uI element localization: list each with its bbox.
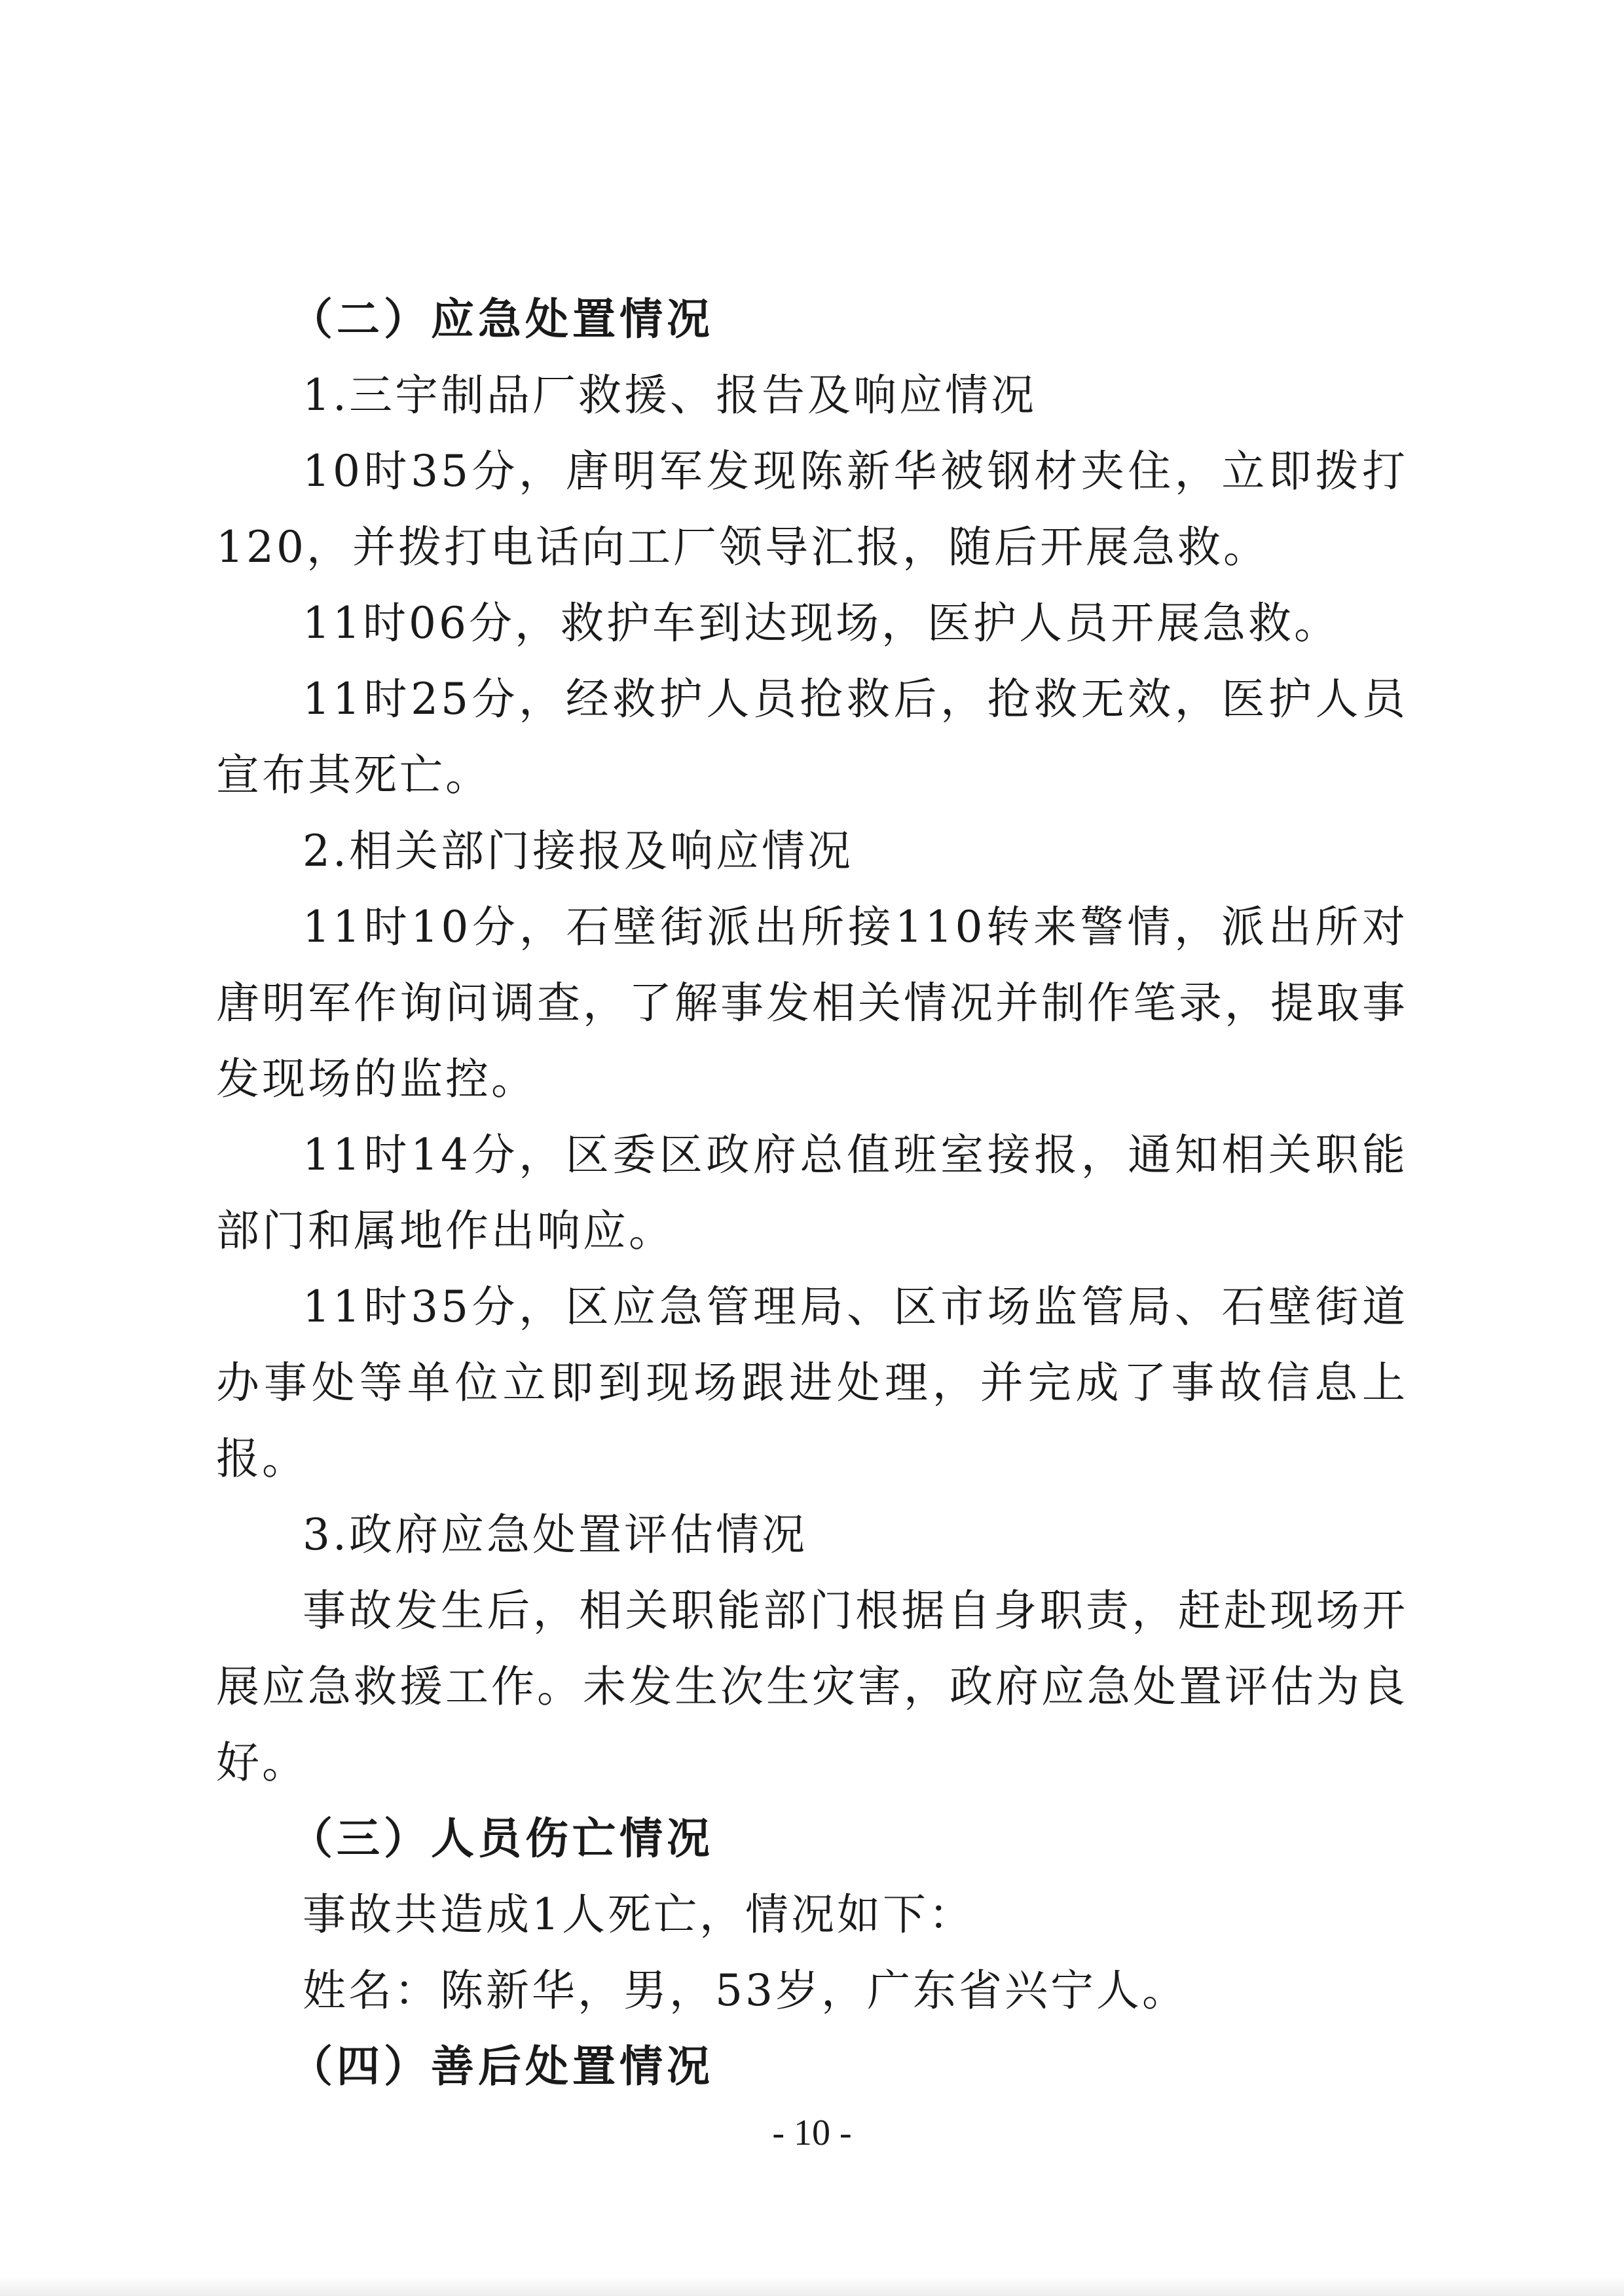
paragraph-1135-agencies: 11时35分，区应急管理局、区市场监管局、石壁街道办事处等单位立即到现场跟进处理，并完成了事故信息上报。: [216, 1282, 1408, 1484]
paragraph-1125-death: 11时25分，经救护人员抢救后，抢救无效，医护人员宣布其死亡。: [216, 674, 1408, 800]
paragraph-assessment: 事故发生后，相关职能部门根据自身职责，赶赴现场开展应急救援工作。未发生次生灾害，政府应急处置评估为良好。: [216, 1585, 1408, 1788]
section-heading-casualties: （三）人员伤亡情况: [289, 1813, 714, 1864]
section-heading-emergency-response: （二）应急处置情况: [289, 294, 714, 344]
paragraph-1110-police: 11时10分，石壁街派出所接110转来警情，派出所对唐明军作询问调查，了解事发相关情况并制作笔录，提取事发现场的监控。: [216, 902, 1408, 1104]
paragraph-1035-discovery: 10时35分，唐明军发现陈新华被钢材夹住，立即拨打120，并拨打电话向工厂领导汇报，随后开展急救。: [216, 446, 1408, 572]
document-body: [216, 282, 1408, 2105]
paragraph-1106-ambulance: 11时06分，救护车到达现场，医护人员开展急救。: [303, 598, 1340, 648]
subsection-title-factory-rescue: 1.三宇制品厂救援、报告及响应情况: [303, 370, 1037, 420]
page-number: - 10 -: [772, 2113, 852, 2153]
paragraph-casualty-summary: 事故共造成1人死亡，情况如下：: [303, 1889, 974, 1940]
paragraph-1114-duty-office: 11时14分，区委区政府总值班室接报，通知相关职能部门和属地作出响应。: [216, 1130, 1408, 1256]
paragraph-victim-details: 姓名：陈新华，男，53岁，广东省兴宁人。: [303, 1965, 1188, 2016]
subsection-title-government-assessment: 3.政府应急处置评估情况: [303, 1509, 807, 1560]
subsection-title-department-response: 2.相关部门接报及响应情况: [303, 826, 853, 876]
scan-edge-shadow: [0, 2276, 1624, 2296]
section-heading-aftermath: （四）善后处置情况: [289, 2041, 714, 2092]
